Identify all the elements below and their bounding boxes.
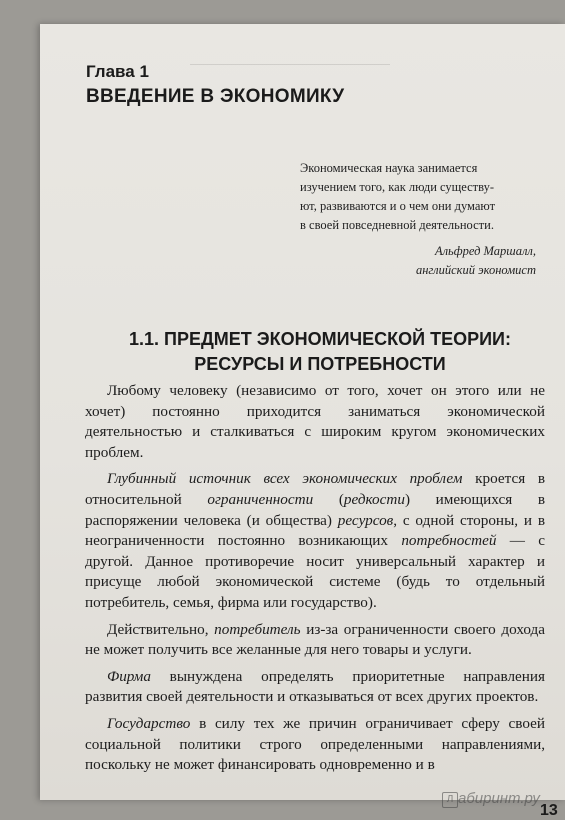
epigraph-line: изучением того, как люди существу- <box>300 180 495 194</box>
text-run: Любому человеку (независимо от того, хочет он этого или не хочет) постоянно приходится заниматься экономической деятельностью и сталкиваться с широким кругом экономических проблем. <box>85 382 545 461</box>
text-run: ( <box>313 490 344 508</box>
paragraph <box>85 620 545 661</box>
paragraph <box>85 714 545 776</box>
epigraph-line: ют, развиваются и о чем они думают <box>300 199 496 213</box>
bleed-through-line <box>190 64 390 65</box>
italic-term: Глубинный источник всех экономических проблем <box>107 470 463 488</box>
epigraph <box>300 159 536 235</box>
italic-term: потребностей <box>401 532 497 550</box>
body-text <box>85 381 545 776</box>
epigraph-author-role: английский экономист <box>415 263 536 277</box>
paragraph <box>85 667 545 708</box>
chapter-title: ВВЕДЕНИЕ В ЭКОНОМИКУ <box>86 86 345 107</box>
section-title-line: 1.1. ПРЕДМЕТ ЭКОНОМИЧЕСКОЙ ТЕОРИИ: <box>129 329 511 349</box>
text-run: , с одной стороны, и в неограниченности постоянно возникающих <box>85 511 545 550</box>
text-run: кроется в относительной <box>85 470 545 508</box>
text-run: ) имеющихся в распоряжении человека (и общества) <box>85 490 546 529</box>
labirint-logo-icon: Л <box>442 792 458 808</box>
italic-term: ресурсов <box>337 511 394 529</box>
page-number: 13 <box>540 802 558 819</box>
italic-term: Фирма <box>107 667 151 685</box>
paragraph <box>85 381 545 463</box>
italic-term: потребитель <box>214 620 301 638</box>
book-page <box>40 24 565 819</box>
italic-term: редкости <box>343 490 405 508</box>
epigraph-author: Альфред Маршалл, <box>434 244 536 258</box>
paragraph <box>85 469 545 613</box>
text-run: вынуждена определять приоритетные направления развития своей деятельности и отказываться от всех других проектов. <box>85 667 545 706</box>
italic-term: Государство <box>107 714 191 732</box>
text-run: из-за ограниченности своего дохода не может получить все желанные для него товары и услуги. <box>85 620 545 659</box>
watermark-text: абиринт.ру <box>458 790 540 807</box>
epigraph-attribution <box>300 242 536 280</box>
text-run: Действительно, <box>107 620 215 638</box>
section-title <box>80 327 560 377</box>
text-run: в силу тех же причин ограничивает сферу своей социальной политики строго определенными направлениями, поскольку не может финансировать одновременно и в <box>85 714 545 774</box>
section-title-line: РЕСУРСЫ И ПОТРЕБНОСТИ <box>194 354 446 374</box>
italic-term: ограниченности <box>207 490 314 508</box>
text-run: — с другой. Данное противоречие носит универсальный характер и присуще любой экономической системе (будь то отдельный потребитель, семья, фирма или государство). <box>85 532 545 611</box>
chapter-number: Глава 1 <box>86 62 149 81</box>
epigraph-line: Экономическая наука занимается <box>300 161 478 175</box>
epigraph-line: в своей повседневной деятельности. <box>300 218 494 232</box>
